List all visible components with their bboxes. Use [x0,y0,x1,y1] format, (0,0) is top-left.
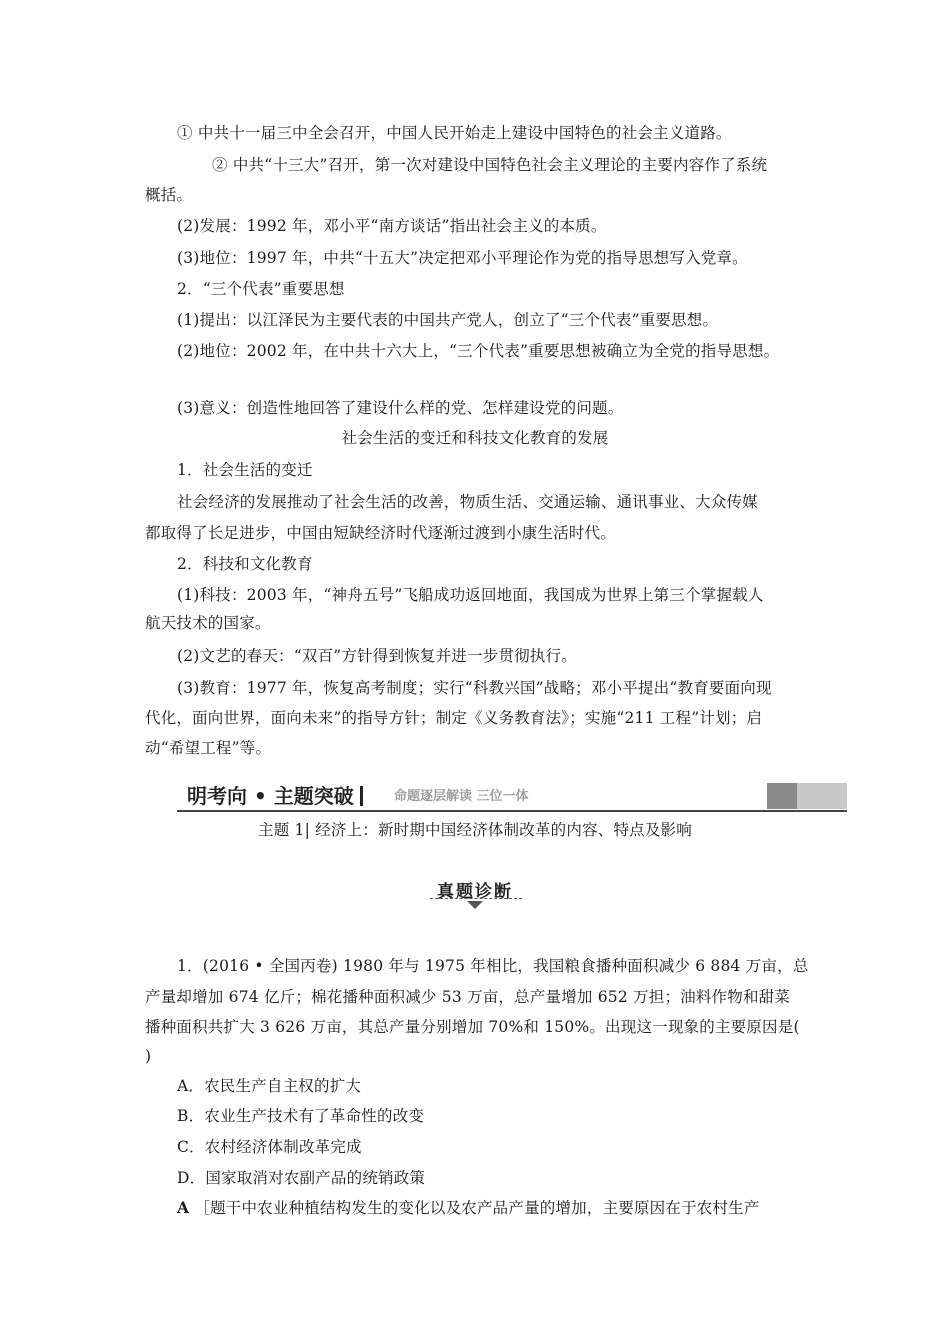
section-title: 社会生活的变迁和科技文化教育的发展 [341,429,609,447]
option-d: D．国家取消对农副产品的统销政策 [177,1169,426,1187]
text-line: 概括。 [145,186,193,204]
text-line: ① 中共十一届三中全会召开，中国人民开始走上建设中国特色的社会主义道路。 [177,124,732,142]
topic-banner [177,783,847,813]
banner-subtitle: 命题逐层解读 三位一体 [394,789,529,804]
text-line: 动“希望工程”等。 [145,739,272,757]
text-line: (2)文艺的春天：“双百”方针得到恢复并进一步贯彻执行。 [177,647,577,665]
text-line: 社会经济的发展推动了社会生活的改善，物质生活、交通运输、通讯事业、大众传媒 [177,493,758,511]
banner-decoration-dark [767,783,797,809]
question-stem: 产量却增加 674 亿斤；棉花播种面积减少 53 万亩，总产量增加 652 万担；油料作物和甜菜 [145,988,791,1006]
banner-underline [177,810,847,812]
answer-text: ［题干中农业种植结构发生的变化以及农产品产量的增加，主要原因在于农村生产 [194,1199,760,1217]
text-line: ② 中共“十三大”召开，第一次对建设中国特色社会主义理论的主要内容作了系统 [212,156,768,174]
question-stem: 1．(2016 • 全国丙卷) 1980 年与 1975 年相比，我国粮食播种面积减少 6 884 万亩，总 [177,957,809,975]
heading-triangle-icon [467,901,483,909]
subheading: 2．科技和文化教育 [177,555,313,573]
topic-heading: 主题 1| 经济上：新时期中国经济体制改革的内容、特点及影响 [258,821,692,839]
banner-decoration-light [797,783,847,809]
text-line: (3)教育：1977 年，恢复高考制度；实行“科教兴国”战略；邓小平提出“教育要面向现 [177,679,772,697]
heading-dashed-rule [430,898,522,899]
text-line: (3)地位：1997 年，中共“十五大”决定把邓小平理论作为党的指导思想写入党章。 [177,249,748,267]
text-line: (1)科技：2003 年，“神舟五号”飞船成功返回地面，我国成为世界上第三个掌握载人 [177,586,764,604]
text-line: 航天技术的国家。 [145,614,271,632]
banner-title-text: 明考向 • 主题突破 [187,784,354,808]
option-b: B．农业生产技术有了革命性的改变 [177,1107,425,1125]
option-a: A．农民生产自主权的扩大 [177,1077,362,1095]
banner-separator [360,786,363,806]
question-stem: ) [145,1047,152,1065]
section-heading-text: 真题诊断 [437,882,513,902]
text-line: (1)提出：以江泽民为主要代表的中国共产党人，创立了“三个代表”重要思想。 [177,311,719,329]
text-line: 代化，面向世界，面向未来”的指导方针；制定《义务教育法》；实施“211 工程”计划；启 [145,709,763,727]
text-line: (3)意义：创造性地回答了建设什么样的党、怎样建设党的问题。 [177,399,624,417]
option-c: C．农村经济体制改革完成 [177,1138,362,1156]
subheading: 1．社会生活的变迁 [177,461,313,479]
text-line: 都取得了长足进步，中国由短缺经济时代逐渐过渡到小康生活时代。 [145,524,617,542]
answer-letter: A [177,1198,190,1217]
text-line: (2)地位：2002 年，在中共十六大上，“三个代表”重要思想被确立为全党的指导思想。 [177,342,780,360]
subheading: 2．“三个代表”重要思想 [177,280,345,298]
banner-title [187,783,371,809]
question-stem: 播种面积共扩大 3 626 万亩，其总产量分别增加 70%和 150%。出现这一现象的主要原因是( [145,1018,800,1036]
text-line: (2)发展：1992 年，邓小平“南方谈话”指出社会主义的本质。 [177,217,607,235]
answer-explanation [177,1198,760,1218]
